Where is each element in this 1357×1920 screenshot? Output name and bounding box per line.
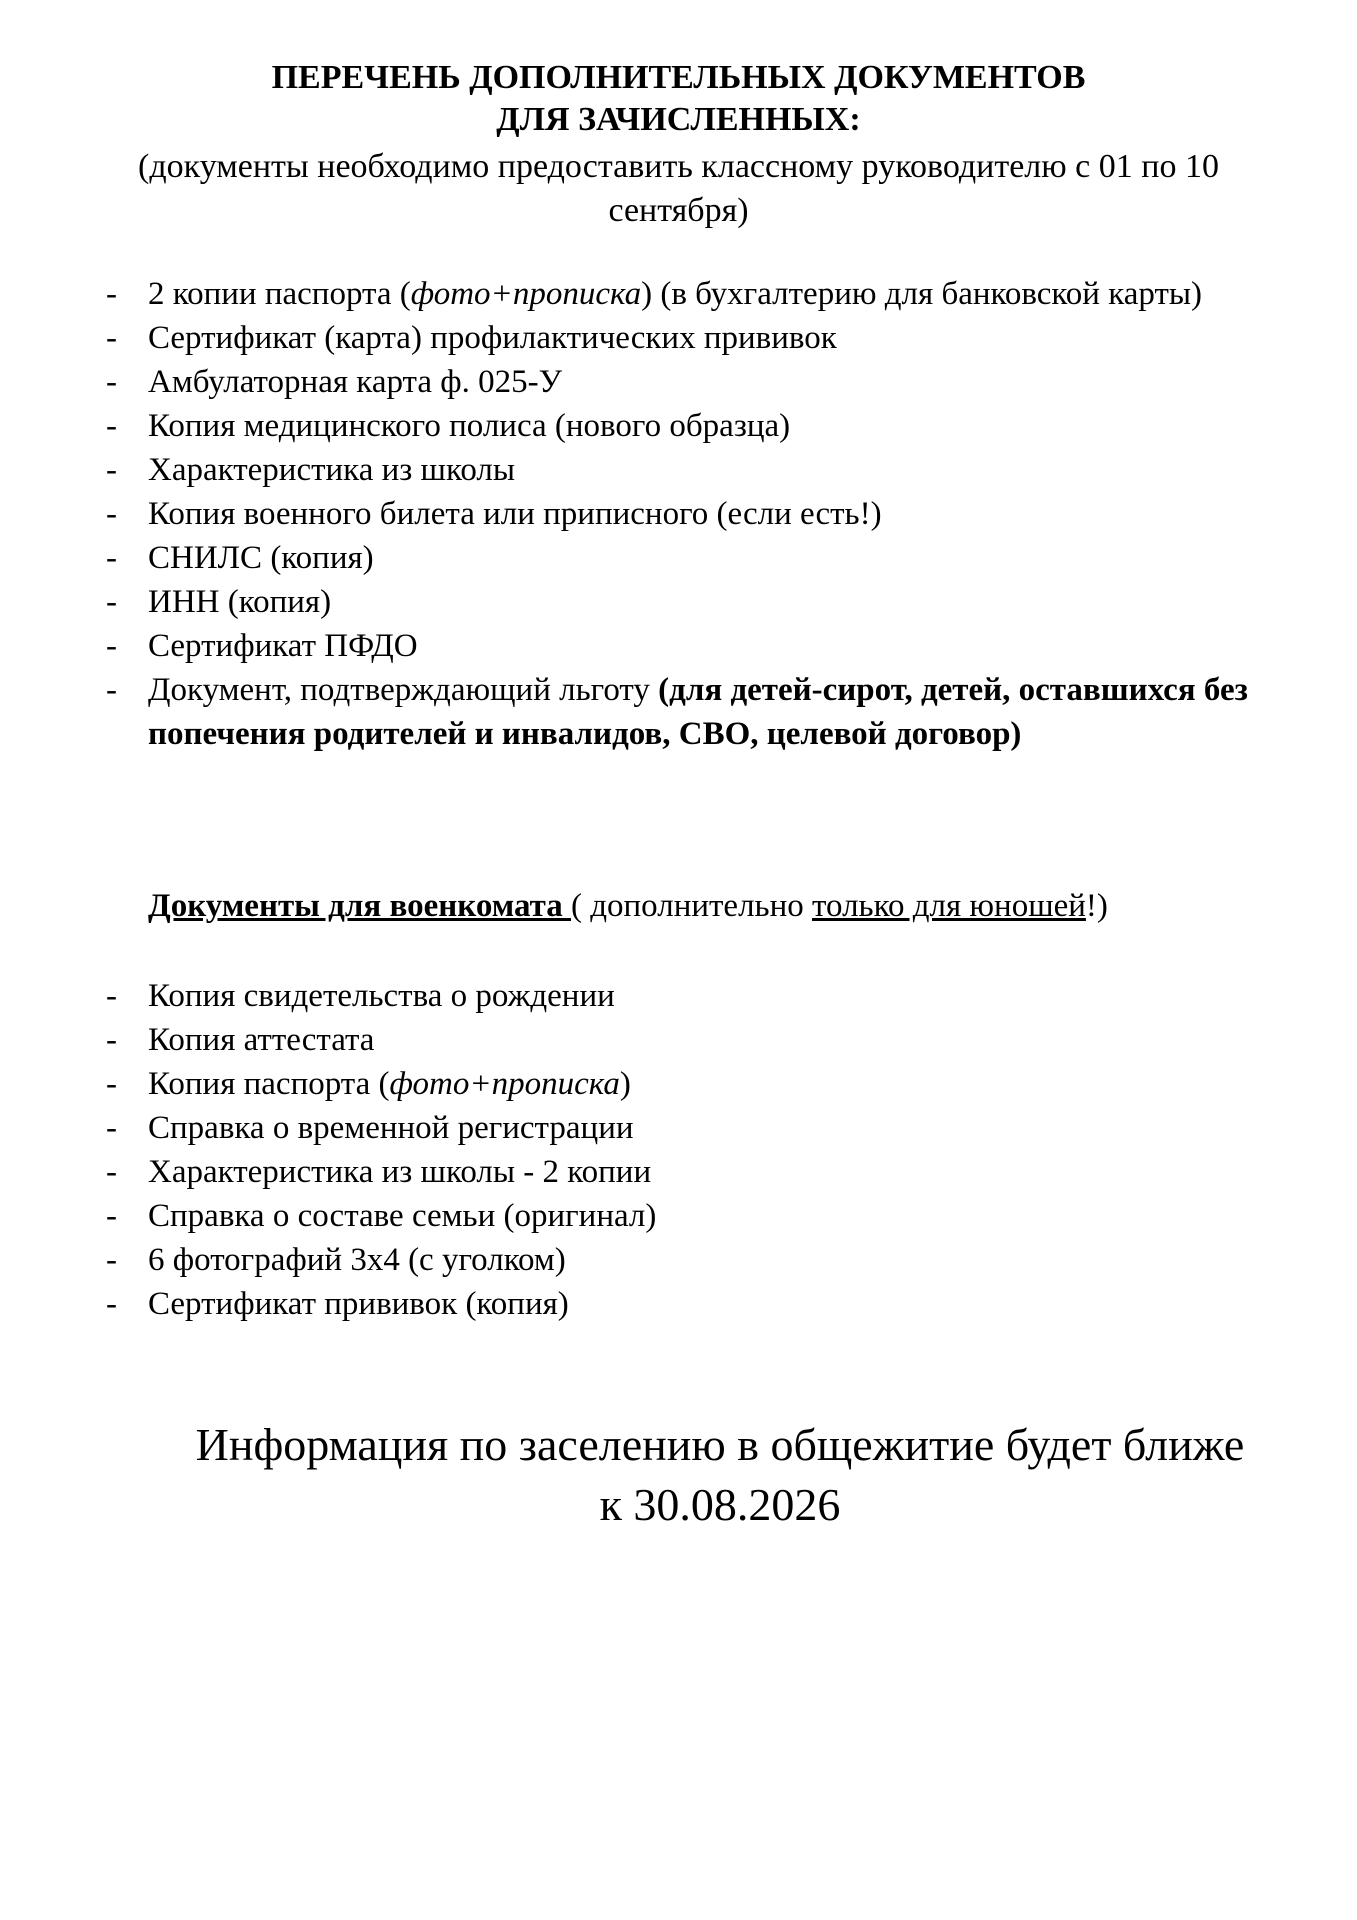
list-item [106,404,1286,448]
list-dash: - [106,1198,117,1234]
list-item [106,536,1286,580]
list-item-text: Сертификат (карта) профилактических прививок [148,320,837,356]
list-item-text: Сертификат прививок (копия) [148,1286,569,1322]
list-item-text: Характеристика из школы - 2 копии [148,1154,652,1190]
list-item-text: 6 фотографий 3х4 (с уголком) [148,1242,566,1278]
list-item-bold-text: (для детей-сирот, детей, оставшихся без попечения родителей и инвалидов, СВО, целевой договор) [148,672,1248,752]
list-dash: - [106,1110,117,1146]
list-item [106,1238,1286,1282]
list-item [106,492,1286,536]
list-item-text: Амбулаторная карта ф. 025-У [148,364,562,400]
list-item-text: Характеристика из школы [148,452,516,488]
list-item [106,668,1286,756]
list-item-text-part: ) [619,1066,631,1102]
list-item [106,974,1286,1018]
list-dash: - [106,1022,117,1058]
list-item-text [148,1066,631,1102]
dormitory-info-line1: Информация по заселению в общежитие будет ближе [195,1419,1245,1470]
military-documents-list [106,974,1286,1326]
list-dash: - [106,628,117,664]
list-dash: - [106,320,117,356]
document-title-line2: ДЛЯ ЗАЧИСЛЕННЫХ: [496,101,861,138]
military-heading-end: !) [1085,888,1108,924]
list-dash: - [106,584,117,620]
list-dash: - [106,1286,117,1322]
list-item [106,448,1286,492]
list-item [106,360,1286,404]
military-section-heading [148,884,1108,928]
list-item-italic-text: фото+прописка [389,1066,620,1102]
list-item [106,1062,1286,1106]
list-item-text-part: 2 копии паспорта ( [148,276,411,312]
list-item-text: Справка о временной регистрации [148,1110,634,1146]
list-item-text-part: ) (в бухгалтерию для банковской карты) [641,276,1203,312]
list-item-text: ИНН (копия) [148,584,332,620]
military-heading-note: ( дополнительно [570,888,813,924]
list-dash: - [106,496,117,532]
list-dash: - [106,1154,117,1190]
list-dash: - [106,276,117,312]
document-title-line1: ПЕРЕЧЕНЬ ДОПОЛНИТЕЛЬНЫХ ДОКУМЕНТОВ [271,59,1086,96]
list-dash: - [106,1242,117,1278]
list-item-text: Справка о составе семьи (оригинал) [148,1198,657,1234]
dormitory-info [120,1415,1320,1535]
list-item [106,624,1286,668]
list-dash: - [106,540,117,576]
documents-list [106,272,1286,756]
list-dash: - [106,978,117,1014]
list-item [106,1106,1286,1150]
list-item-text: Сертификат ПФДО [148,628,418,664]
list-item-text: Копия военного билета или приписного (если есть!) [148,496,882,532]
military-heading-underlined: только для юношей [812,888,1086,924]
document-subtitle: (документы необходимо предоставить классному руководителю с 01 по 10 сентября) [138,148,1219,229]
list-item-text: СНИЛС (копия) [148,540,374,576]
list-item [106,1018,1286,1062]
list-item-italic-text: фото+прописка [410,276,642,312]
list-dash: - [106,1066,117,1102]
list-item-text [148,276,1202,312]
list-item-text-part: Копия паспорта ( [148,1066,390,1102]
list-item-text: Копия свидетельства о рождении [148,978,615,1014]
list-item [106,272,1286,316]
list-item-text [148,672,1248,752]
list-dash: - [106,408,117,444]
list-item-text: Копия медицинского полиса (нового образца) [148,408,791,444]
list-item [106,1282,1286,1326]
list-dash: - [106,672,117,708]
dormitory-info-line2: к 30.08.2026 [599,1479,841,1530]
list-item [106,1194,1286,1238]
list-item-text: Копия аттестата [148,1022,375,1058]
list-item-text-part: Документ, подтверждающий льготу [148,672,659,708]
list-item [106,1150,1286,1194]
military-heading-title: Документы для военкомата [148,888,571,924]
list-dash: - [106,364,117,400]
list-item [106,316,1286,360]
list-dash: - [106,452,117,488]
list-item [106,580,1286,624]
